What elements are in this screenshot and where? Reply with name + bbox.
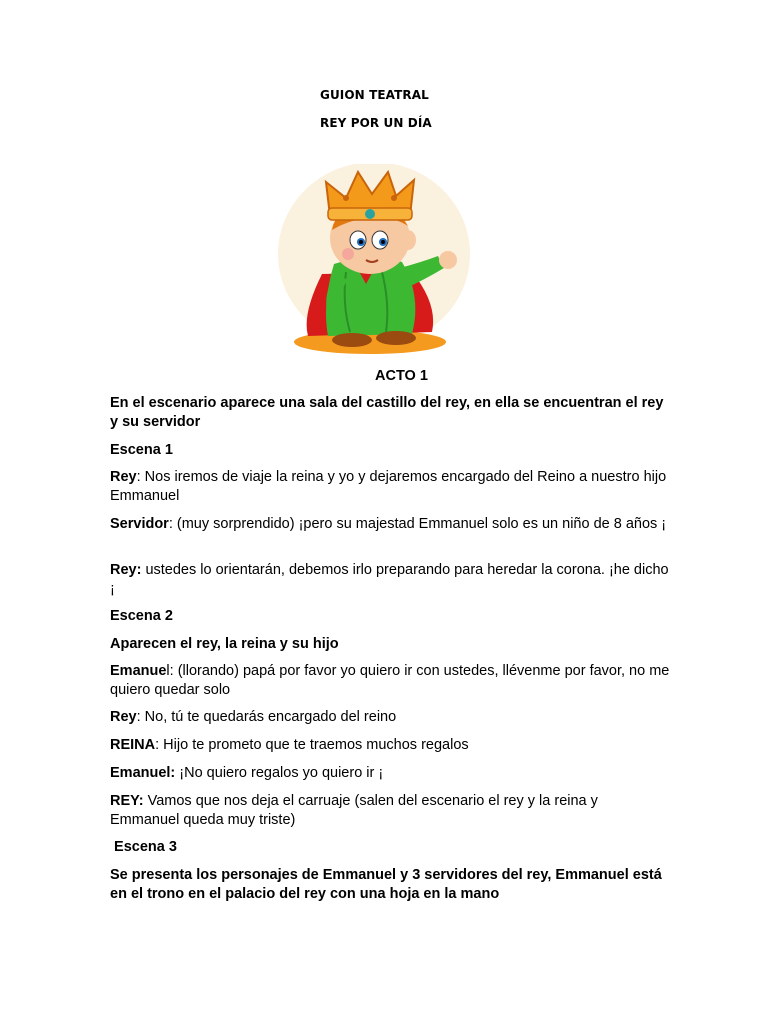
speaker-suffix: : xyxy=(155,737,160,753)
speaker-suffix: : xyxy=(136,469,141,485)
scene-1-heading: Escena 1 xyxy=(110,442,173,458)
speaker-name: Rey xyxy=(110,469,137,485)
speaker-name: REY: xyxy=(110,793,144,809)
speaker-name: Rey: xyxy=(110,562,142,578)
speaker-suffix: : xyxy=(168,516,173,532)
speaker-name: REINA xyxy=(110,737,156,753)
dialogue-text: ustedes lo orientarán, debemos irlo preparando para heredar la corona. ¡he dicho ¡ xyxy=(110,562,669,597)
speaker-suffix: : xyxy=(136,709,141,725)
dialogue-text: Vamos que nos deja el carruaje (salen del escenario el rey y la reina y Emmanuel queda muy triste) xyxy=(110,793,598,828)
scene-2-heading: Escena 2 xyxy=(110,608,173,624)
document-title: GUION TEATRAL xyxy=(320,88,429,102)
dialogue-line xyxy=(110,708,670,727)
document-subtitle: REY POR UN DÍA xyxy=(320,116,432,130)
dialogue-line xyxy=(110,515,670,534)
speaker-name: Emanue xyxy=(110,663,167,679)
dialogue-line xyxy=(110,736,670,755)
act-title: ACTO 1 xyxy=(375,368,428,384)
king-child-illustration xyxy=(262,164,480,364)
stage-direction: Aparecen el rey, la reina y su hijo xyxy=(110,636,339,652)
dialogue-text: Hijo te prometo que te traemos muchos regalos xyxy=(159,737,469,753)
speaker-name: Emanuel: xyxy=(110,765,176,781)
dialogue-text: ¡No quiero regalos yo quiero ir ¡ xyxy=(175,765,384,781)
speaker-name: Servidor xyxy=(110,516,169,532)
dialogue-text: No, tú te quedarás encargado del reino xyxy=(140,709,397,725)
stage-direction: Se presenta los personajes de Emmanuel y 3 servidores del rey, Emmanuel está en el trono en el palacio del rey con una hoja en la mano xyxy=(110,867,662,902)
dialogue-text: (llorando) papá por favor yo quiero ir con ustedes, llévenme por favor, no me quiero quedar solo xyxy=(110,663,670,698)
dialogue-line xyxy=(110,792,670,830)
dialogue-text: (muy sorprendido) ¡pero su majestad Emmanuel solo es un niño de 8 años ¡ xyxy=(172,516,667,532)
intro-paragraph: En el escenario aparece una sala del castillo del rey, en ella se encuentran el rey y su servidor xyxy=(110,395,664,430)
speaker-suffix: l: xyxy=(166,663,174,679)
dialogue-line xyxy=(110,662,670,700)
speaker-name: Rey xyxy=(110,709,137,725)
dialogue-line xyxy=(110,468,670,506)
dialogue-text: Nos iremos de viaje la reina y yo y dejaremos encargado del Reino a nuestro hijo Emmanuel xyxy=(110,469,667,504)
dialogue-line xyxy=(110,561,670,599)
scene-3-heading: Escena 3 xyxy=(110,839,177,855)
dialogue-line xyxy=(110,764,670,783)
